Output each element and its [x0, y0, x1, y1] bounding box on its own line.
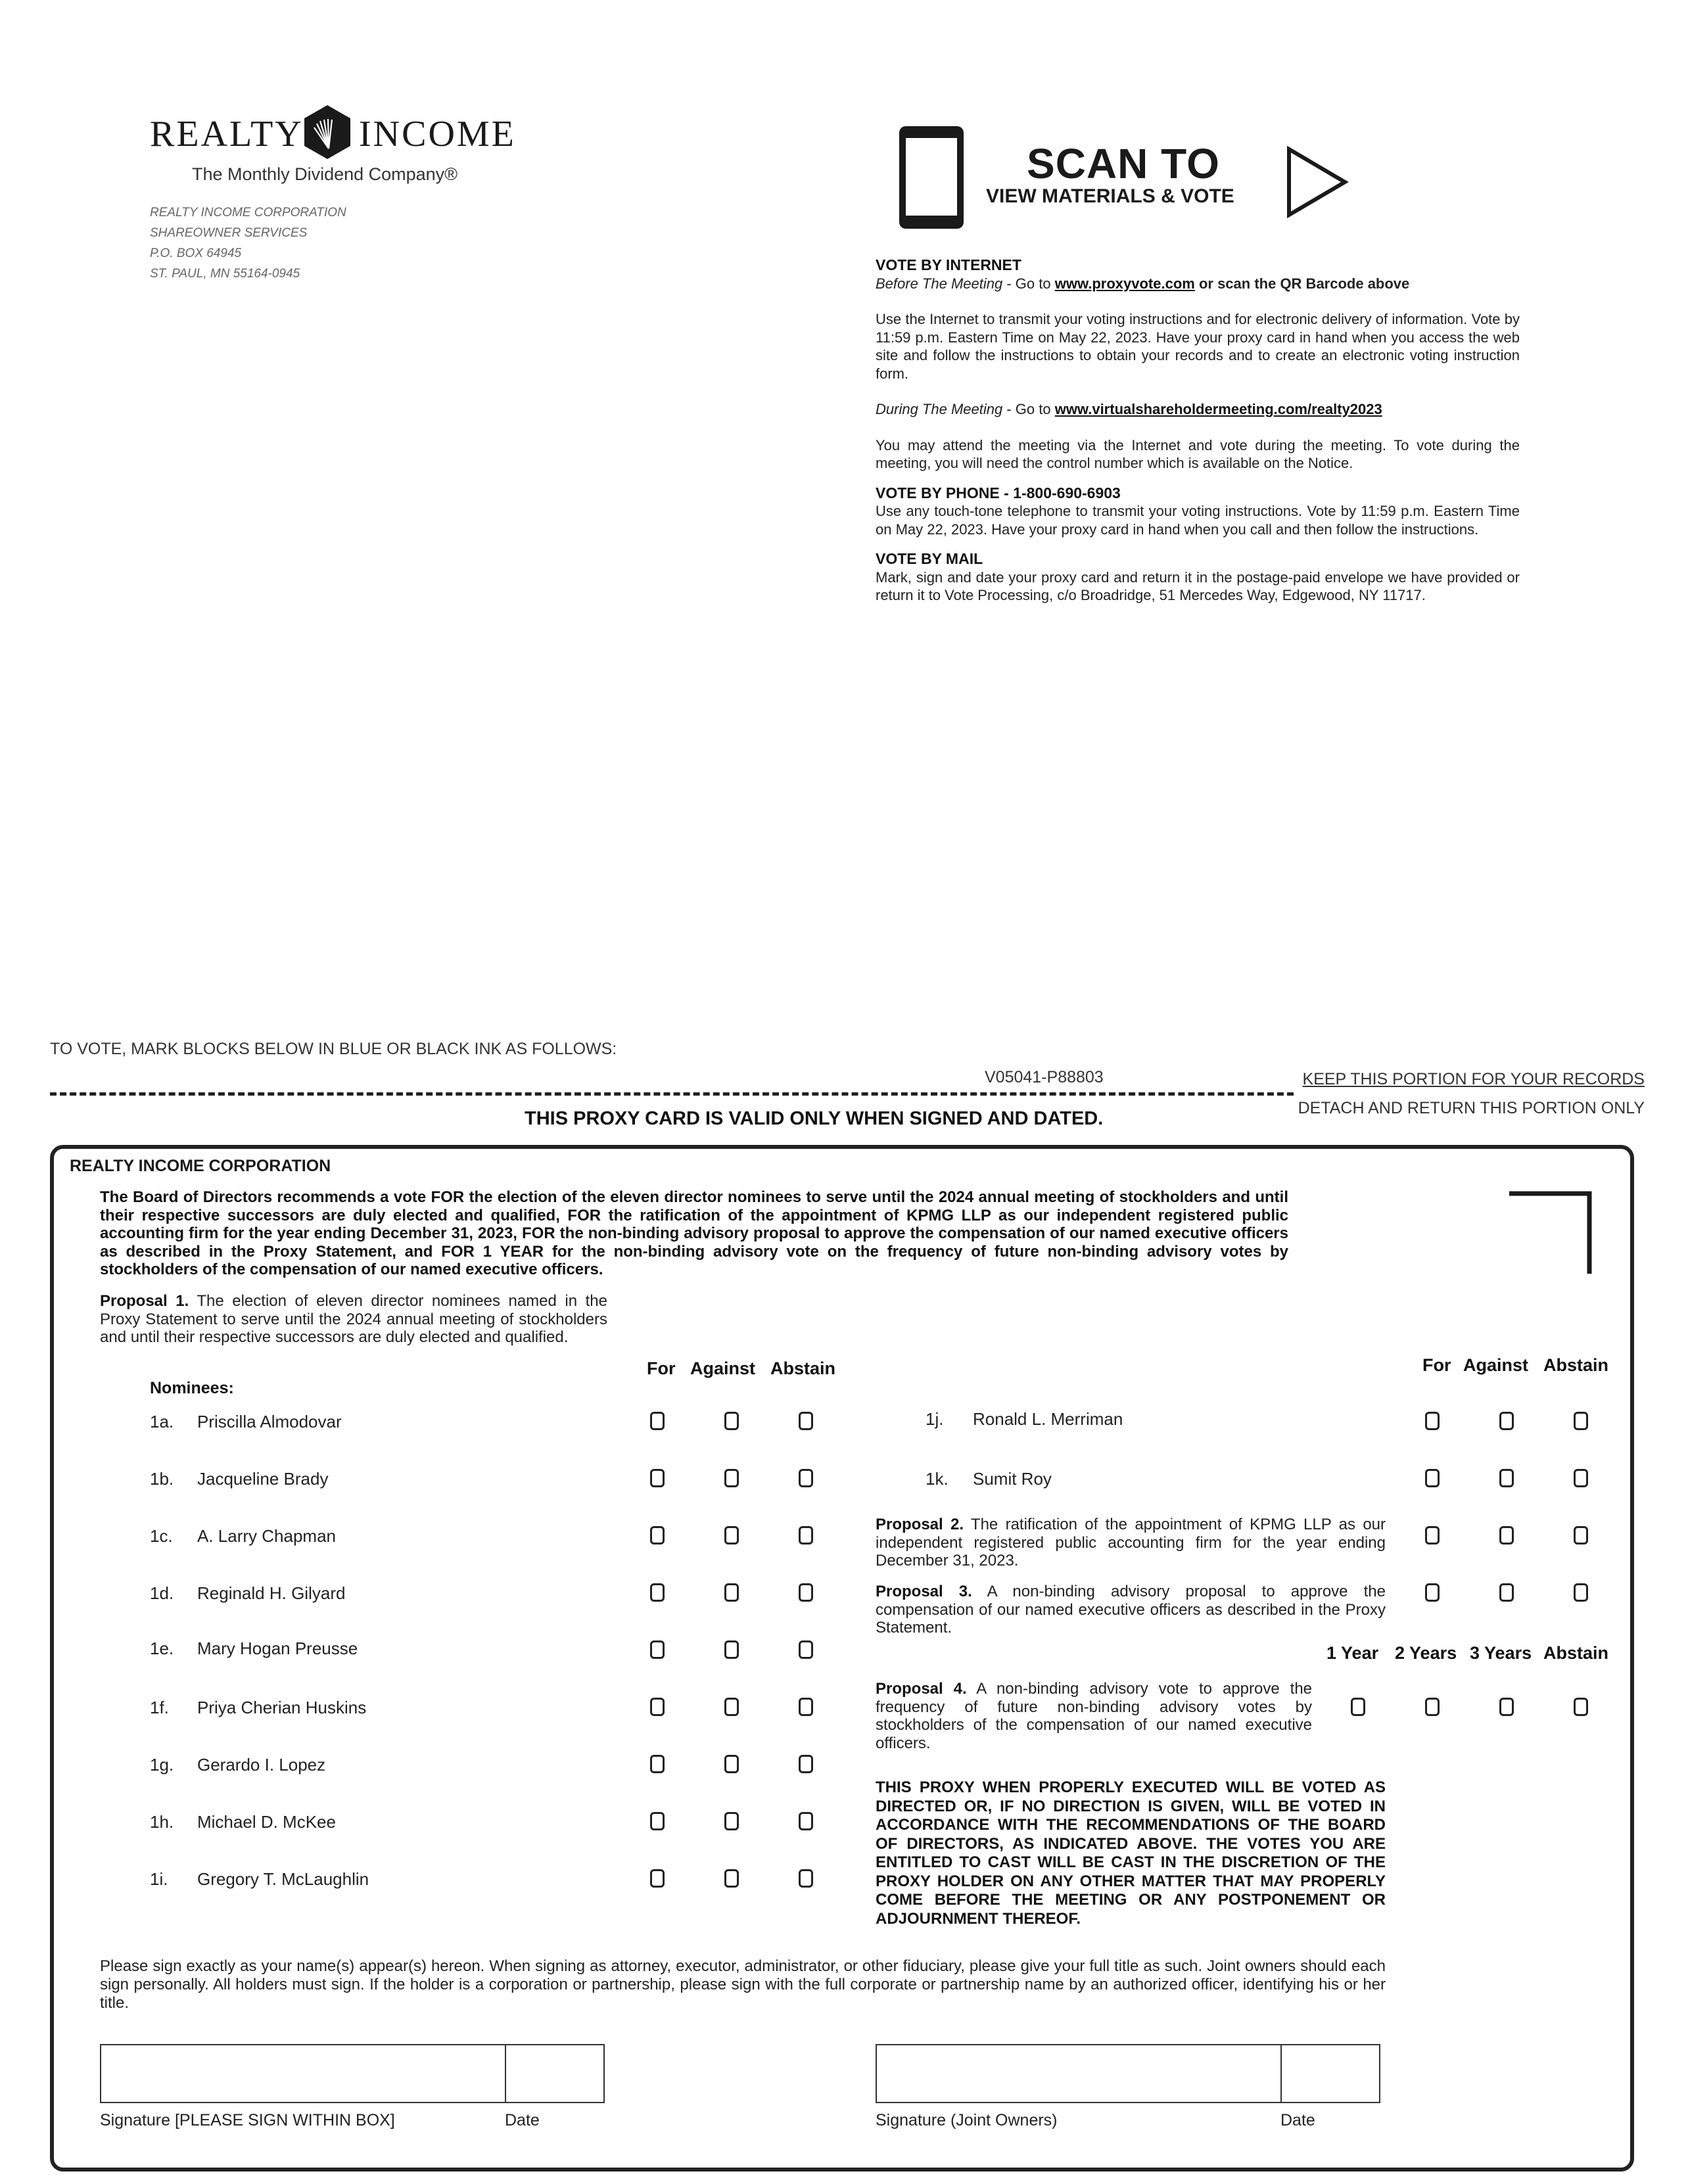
proposal-4-3-years-checkbox[interactable] — [1499, 1698, 1514, 1716]
vote-against-checkbox[interactable] — [724, 1469, 739, 1487]
proposal-4-2-years-checkbox[interactable] — [1425, 1698, 1440, 1716]
nominee-number: 1d. — [150, 1583, 174, 1603]
proposal-3-text — [876, 1583, 1386, 1637]
proposal-4-text — [876, 1680, 1312, 1752]
vote-against-checkbox[interactable] — [724, 1583, 739, 1602]
board-recommendation: The Board of Directors recommends a vote FOR the election of the eleven director nominees to serve until the 2024 annual meeting of stockholders and until their respective successors are duly elected and qualified, FOR the ratification of the appointment of KPMG LLP as our independent registered public accounting firm for the year ending December 31, 2023, FOR the non-binding advisory proposal to approve the compensation of our named executive officers as described in the Proxy Statement, and FOR 1 YEAR for the non-binding advisory vote on the frequency of future non-binding advisory votes by stockholders of the compensation of our named executive officers. — [100, 1188, 1288, 1278]
vote-for-checkbox[interactable] — [650, 1412, 665, 1430]
vote-against-checkbox[interactable] — [724, 1869, 739, 1888]
detach-return-label: DETACH AND RETURN THIS PORTION ONLY — [1298, 1099, 1645, 1117]
detach-dashed-line — [50, 1092, 1294, 1096]
nominee-name: Gregory T. McLaughlin — [197, 1869, 369, 1889]
nominee-name: A. Larry Chapman — [197, 1526, 336, 1546]
vote-against-checkbox[interactable] — [724, 1412, 739, 1430]
vote-against-checkbox[interactable] — [1499, 1469, 1514, 1487]
logo-tagline: The Monthly Dividend Company® — [192, 164, 458, 184]
return-address — [150, 202, 479, 284]
vote-for-checkbox[interactable] — [650, 1583, 665, 1602]
card-company-name: REALTY INCOME CORPORATION — [70, 1157, 331, 1175]
proxy-statement: THIS PROXY WHEN PROPERLY EXECUTED WILL BE VOTED AS DIRECTED OR, IF NO DIRECTION IS GIVEN, WILL BE VOTED IN ACCORDANCE WITH THE RECOMMENDATIONS OF THE BOARD OF DIRECTORS, AS INDICATED ABOVE. THE VOTES YOU ARE ENTITLED TO CAST WILL BE CAST IN THE DISCRETION OF THE PROXY HOLDER ON ANY OTHER MATTER THAT MAY PROPERLY COME BEFORE THE MEETING OR ANY POSTPONEMENT OR ADJOURNMENT THEREOF. — [876, 1778, 1386, 1928]
nominees-label: Nominees: — [150, 1379, 234, 1397]
nominee-name: Priya Cherian Huskins — [197, 1698, 367, 1717]
joint-signature-field[interactable] — [876, 2044, 1282, 2103]
address-line: SHAREOWNER SERVICES — [150, 226, 308, 240]
nominee-name: Gerardo I. Lopez — [197, 1755, 326, 1775]
during-meeting-label: During The Meeting — [876, 401, 1003, 417]
proposal-2-text — [876, 1516, 1386, 1570]
proposal-3-label: Proposal 3. — [876, 1583, 972, 1600]
vote-against-checkbox[interactable] — [724, 1640, 739, 1659]
proposal-1-text — [100, 1292, 607, 1347]
proposal-3-for-checkbox[interactable] — [1425, 1583, 1440, 1602]
before-meeting-label: Before The Meeting — [876, 275, 1003, 292]
nominee-name: Priscilla Almodovar — [197, 1412, 342, 1431]
play-arrow-icon — [1286, 146, 1349, 218]
nominee-number: 1b. — [150, 1469, 174, 1489]
proposal-2-label: Proposal 2. — [876, 1516, 964, 1533]
vote-for-checkbox[interactable] — [650, 1469, 665, 1487]
vote-for-checkbox[interactable] — [1425, 1412, 1440, 1430]
address-line: REALTY INCOME CORPORATION — [150, 206, 346, 220]
date-field[interactable] — [505, 2044, 605, 2103]
mail-heading: VOTE BY MAIL — [876, 550, 983, 567]
vote-for-checkbox[interactable] — [650, 1640, 665, 1659]
nominee-name: Ronald L. Merriman — [973, 1409, 1123, 1429]
internet-during-line — [876, 400, 1520, 419]
ink-instruction: TO VOTE, MARK BLOCKS BELOW IN BLUE OR BLACK INK AS FOLLOWS: — [50, 1040, 617, 1058]
vote-abstain-checkbox[interactable] — [799, 1698, 813, 1716]
proposal-2-abstain-checkbox[interactable] — [1574, 1526, 1588, 1545]
proposal-3-body: A non-binding advisory proposal to approve the compensation of our named executive officers as described in the Proxy Statement. — [876, 1583, 1386, 1637]
vote-against-checkbox[interactable] — [724, 1698, 739, 1716]
col-against-right: Against — [1463, 1355, 1529, 1375]
vote-for-checkbox[interactable] — [650, 1698, 665, 1716]
during-prefix: - Go to — [1002, 401, 1055, 417]
proposal-1-body: The election of eleven director nominees named in the Proxy Statement to serve until the 2024 annual meeting of stockholders and until their respective successors are duly elected and qualified. — [100, 1292, 607, 1346]
nominee-name: Sumit Roy — [973, 1469, 1052, 1489]
virtual-meeting-link[interactable]: www.virtualshareholdermeeting.com/realty2023 — [1054, 401, 1382, 417]
nominee-number: 1k. — [926, 1469, 949, 1489]
joint-date-field[interactable] — [1280, 2044, 1380, 2103]
nominee-name: Reginald H. Gilyard — [197, 1583, 346, 1603]
nominee-number: 1a. — [150, 1412, 174, 1431]
nominee-name: Mary Hogan Preusse — [197, 1638, 358, 1658]
vote-for-checkbox[interactable] — [650, 1755, 665, 1773]
vote-for-checkbox[interactable] — [650, 1812, 665, 1830]
phone-body: Use any touch-tone telephone to transmit your voting instructions. Vote by 11:59 p.m. Eastern Time on May 22, 2023. Have your proxy card in hand when you call and then follow the instructions. — [876, 503, 1520, 538]
vote-for-checkbox[interactable] — [1425, 1469, 1440, 1487]
vote-instructions — [876, 256, 1520, 605]
vote-abstain-checkbox[interactable] — [799, 1869, 813, 1888]
before-suffix: or scan the QR Barcode above — [1194, 275, 1410, 292]
vote-abstain-checkbox[interactable] — [799, 1755, 813, 1773]
vote-abstain-checkbox[interactable] — [799, 1812, 813, 1830]
joint-signature-label: Signature (Joint Owners) — [876, 2111, 1058, 2129]
scan-subtitle: VIEW MATERIALS & VOTE — [986, 185, 1234, 207]
proposal-2-for-checkbox[interactable] — [1425, 1526, 1440, 1545]
signature-label: Signature [PLEASE SIGN WITHIN BOX] — [100, 2111, 395, 2129]
vote-abstain-checkbox[interactable] — [799, 1526, 813, 1545]
internet-heading: VOTE BY INTERNET — [876, 256, 1021, 273]
proposal-2-body: The ratification of the appointment of KPMG LLP as our independent registered public accounting firm for the year ending December 31, 2023. — [876, 1516, 1386, 1569]
nominee-number: 1i. — [150, 1869, 168, 1889]
nominee-number: 1h. — [150, 1812, 174, 1832]
smartphone-icon — [898, 125, 965, 230]
address-line: ST. PAUL, MN 55164-0945 — [150, 267, 300, 281]
signature-field[interactable] — [100, 2044, 506, 2103]
proposal-3-abstain-checkbox[interactable] — [1574, 1583, 1588, 1602]
company-logo — [150, 99, 525, 191]
vote-abstain-checkbox[interactable] — [1574, 1469, 1588, 1487]
keep-portion-label: KEEP THIS PORTION FOR YOUR RECORDS — [1302, 1070, 1645, 1088]
nominee-number: 1f. — [150, 1698, 169, 1717]
proposal-4-1-year-checkbox[interactable] — [1351, 1698, 1365, 1716]
proposal-4-abstain-checkbox[interactable] — [1574, 1698, 1588, 1716]
scan-title: SCAN TO — [1027, 140, 1220, 187]
vote-against-checkbox[interactable] — [724, 1755, 739, 1773]
corner-registration-mark — [1508, 1191, 1593, 1276]
proposal-4-label: Proposal 4. — [876, 1680, 967, 1698]
nominee-number: 1c. — [150, 1526, 173, 1546]
mail-body: Mark, sign and date your proxy card and return it in the postage-paid envelope we have provided or return it to Vote Processing, c/o Broadridge, 51 Mercedes Way, Edgewood, NY 11717. — [876, 569, 1520, 603]
logo-emblem-icon — [302, 104, 352, 160]
col-against-left: Against — [690, 1359, 756, 1378]
col-1-year: 1 Year — [1326, 1643, 1379, 1663]
col-3-years: 3 Years — [1470, 1643, 1532, 1663]
validity-notice: THIS PROXY CARD IS VALID ONLY WHEN SIGNED AND DATED. — [525, 1108, 1104, 1129]
internet-before-body: Use the Internet to transmit your voting instructions and for electronic delivery of information. Vote by 11:59 p.m. Eastern Time on May 22, 2023. Have your proxy card in hand when you access the web site and follow the instructions to obtain your records and to create an electronic voting instruction form. — [876, 311, 1520, 382]
col-abstain-left: Abstain — [770, 1359, 836, 1378]
vote-abstain-checkbox[interactable] — [799, 1640, 813, 1659]
col-abstain-frequency: Abstain — [1543, 1643, 1609, 1663]
col-for-left: For — [647, 1359, 676, 1378]
vote-abstain-checkbox[interactable] — [799, 1412, 813, 1430]
col-for-right: For — [1422, 1355, 1451, 1375]
vote-for-checkbox[interactable] — [650, 1526, 665, 1545]
address-line: P.O. BOX 64945 — [150, 246, 242, 260]
nominee-name: Michael D. McKee — [197, 1812, 336, 1832]
proposal-3-against-checkbox[interactable] — [1499, 1583, 1514, 1602]
vote-abstain-checkbox[interactable] — [1574, 1412, 1588, 1430]
nominee-number: 1g. — [150, 1755, 174, 1775]
proposal-2-against-checkbox[interactable] — [1499, 1526, 1514, 1545]
proposal-1-label: Proposal 1. — [100, 1292, 189, 1310]
proposal-4-body: A non-binding advisory vote to approve the frequency of future non-binding advisory votes by stockholders of the compensation of our named executive officers. — [876, 1680, 1313, 1752]
joint-date-label: Date — [1280, 2111, 1315, 2129]
vote-abstain-checkbox[interactable] — [799, 1583, 813, 1602]
vote-for-checkbox[interactable] — [650, 1869, 665, 1888]
vote-against-checkbox[interactable] — [724, 1812, 739, 1830]
internet-during-body: You may attend the meeting via the Internet and vote during the meeting. To vote during the meeting, you will need the control number which is available on the Notice. — [876, 436, 1520, 471]
logo-word-left: REALTY — [150, 114, 304, 154]
signing-instructions: Please sign exactly as your name(s) appear(s) hereon. When signing as attorney, executor, administrator, or other fiduciary, please give your full title as such. Joint owners should each sign personally. All holders must sign. If the holder is a corporation or partnership, please sign with the full corporate or partnership name by an authorized officer, identifying his or her title. — [100, 1957, 1386, 2012]
phone-heading: VOTE BY PHONE - 1-800-690-6903 — [876, 484, 1121, 501]
proxyvote-link[interactable]: www.proxyvote.com — [1054, 275, 1195, 292]
col-abstain-right: Abstain — [1543, 1355, 1609, 1375]
before-prefix: - Go to — [1002, 275, 1055, 292]
nominee-number: 1e. — [150, 1638, 174, 1658]
logo-word-right: INCOME — [359, 114, 516, 154]
control-code: V05041-P88803 — [985, 1068, 1104, 1086]
nominee-number: 1j. — [926, 1409, 944, 1429]
internet-before-line — [876, 275, 1520, 293]
date-label: Date — [505, 2111, 540, 2129]
col-2-years: 2 Years — [1395, 1643, 1457, 1663]
vote-abstain-checkbox[interactable] — [799, 1469, 813, 1487]
vote-against-checkbox[interactable] — [1499, 1412, 1514, 1430]
nominee-name: Jacqueline Brady — [197, 1469, 329, 1489]
vote-against-checkbox[interactable] — [724, 1526, 739, 1545]
